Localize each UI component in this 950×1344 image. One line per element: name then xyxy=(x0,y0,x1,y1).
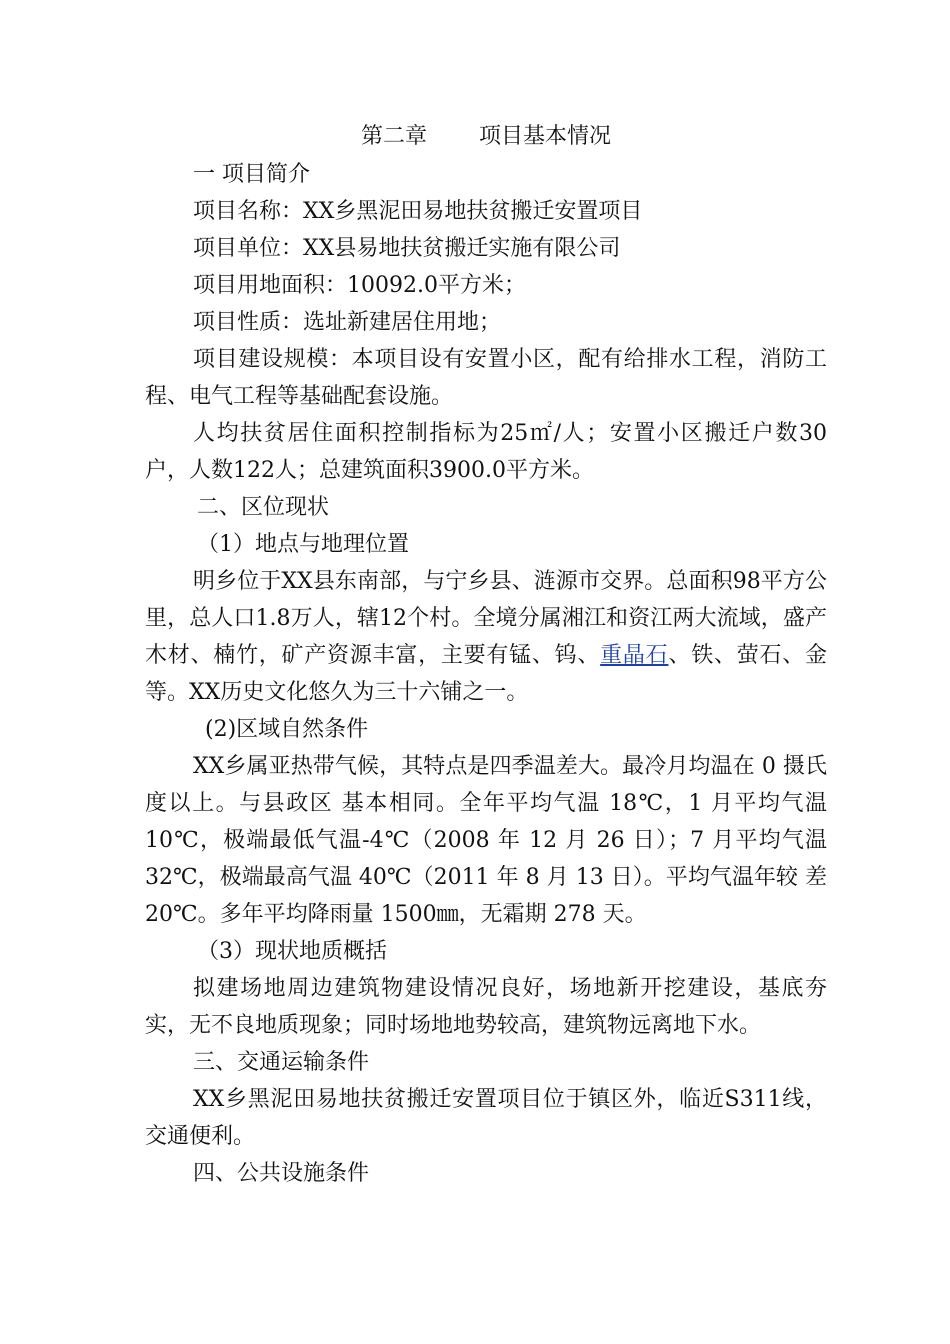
geo-paragraph xyxy=(145,563,827,711)
document-page xyxy=(145,118,827,1192)
section-traffic-heading: 三、交通运输条件 xyxy=(193,1050,370,1075)
subsection-geo-heading: （1）地点与地理位置 xyxy=(197,532,409,557)
per-capita-paragraph: 人均扶贫居住面积控制指标为25㎡/人；安置小区搬迁户数30户，人数122人；总建筑面积3900.0平方米。 xyxy=(145,421,827,483)
chapter-heading: 项目基本情况 xyxy=(479,124,612,149)
geo-text-part2: 、铁、萤石、金等。XX历史文化悠久为三十六铺之一。 xyxy=(145,643,827,705)
geology-paragraph: 拟建场地周边建筑物建设情况良好，场地新开挖建设，基底夯实，无不良地质现象；同时场地地势较高，建筑物远离地下水。 xyxy=(145,976,827,1038)
traffic-paragraph: XX乡黑泥田易地扶贫搬迁安置项目位于镇区外，临近S311线，交通便利。 xyxy=(145,1087,827,1149)
project-name-line: 项目名称：XX乡黑泥田易地扶贫搬迁安置项目 xyxy=(193,199,643,224)
construction-scale-paragraph: 项目建设规模：本项目设有安置小区，配有给排水工程，消防工程、电气工程等基础配套设施。 xyxy=(145,347,827,409)
subsection-nature-heading: (2)区域自然条件 xyxy=(205,717,369,742)
section-location-heading: 二、区位现状 xyxy=(197,495,330,520)
chapter-number: 第二章 xyxy=(360,124,427,149)
section-intro-heading: 一 项目简介 xyxy=(193,162,310,187)
section-public-heading: 四、公共设施条件 xyxy=(193,1161,370,1186)
barite-link[interactable]: 重晶石 xyxy=(600,643,669,668)
land-area-line: 项目用地面积：10092.0平方米； xyxy=(193,273,526,298)
land-nature-line: 项目性质：选址新建居住用地； xyxy=(193,310,502,335)
chapter-title xyxy=(145,118,827,156)
subsection-geology-heading: （3）现状地质概括 xyxy=(197,939,387,964)
nature-paragraph: XX乡属亚热带气候，其特点是四季温差大。最冷月均温在 0 摄氏度以上。与县政区 基本相同。全年平均气温 18℃，1 月平均气温 10℃，极端最低气温-4℃（2008 年 12 月 26 日）；7 月平均气温 32℃，极端最高气温 40℃（2011 年 8 月 13 日）。平均气温年较 差 20℃。多年平均降雨量 1500㎜，无霜期 278 天。 xyxy=(145,754,827,927)
project-unit-line: 项目单位：XX县易地扶贫搬迁实施有限公司 xyxy=(193,236,621,261)
geo-text-part1: 明乡位于XX县东南部，与宁乡县、涟源市交界。总面积98平方公里，总人口1.8万人，辖12个村。全境分属湘江和资江两大流域，盛产木材、楠竹，矿产资源丰富，主要有锰、钨、 xyxy=(145,569,827,668)
